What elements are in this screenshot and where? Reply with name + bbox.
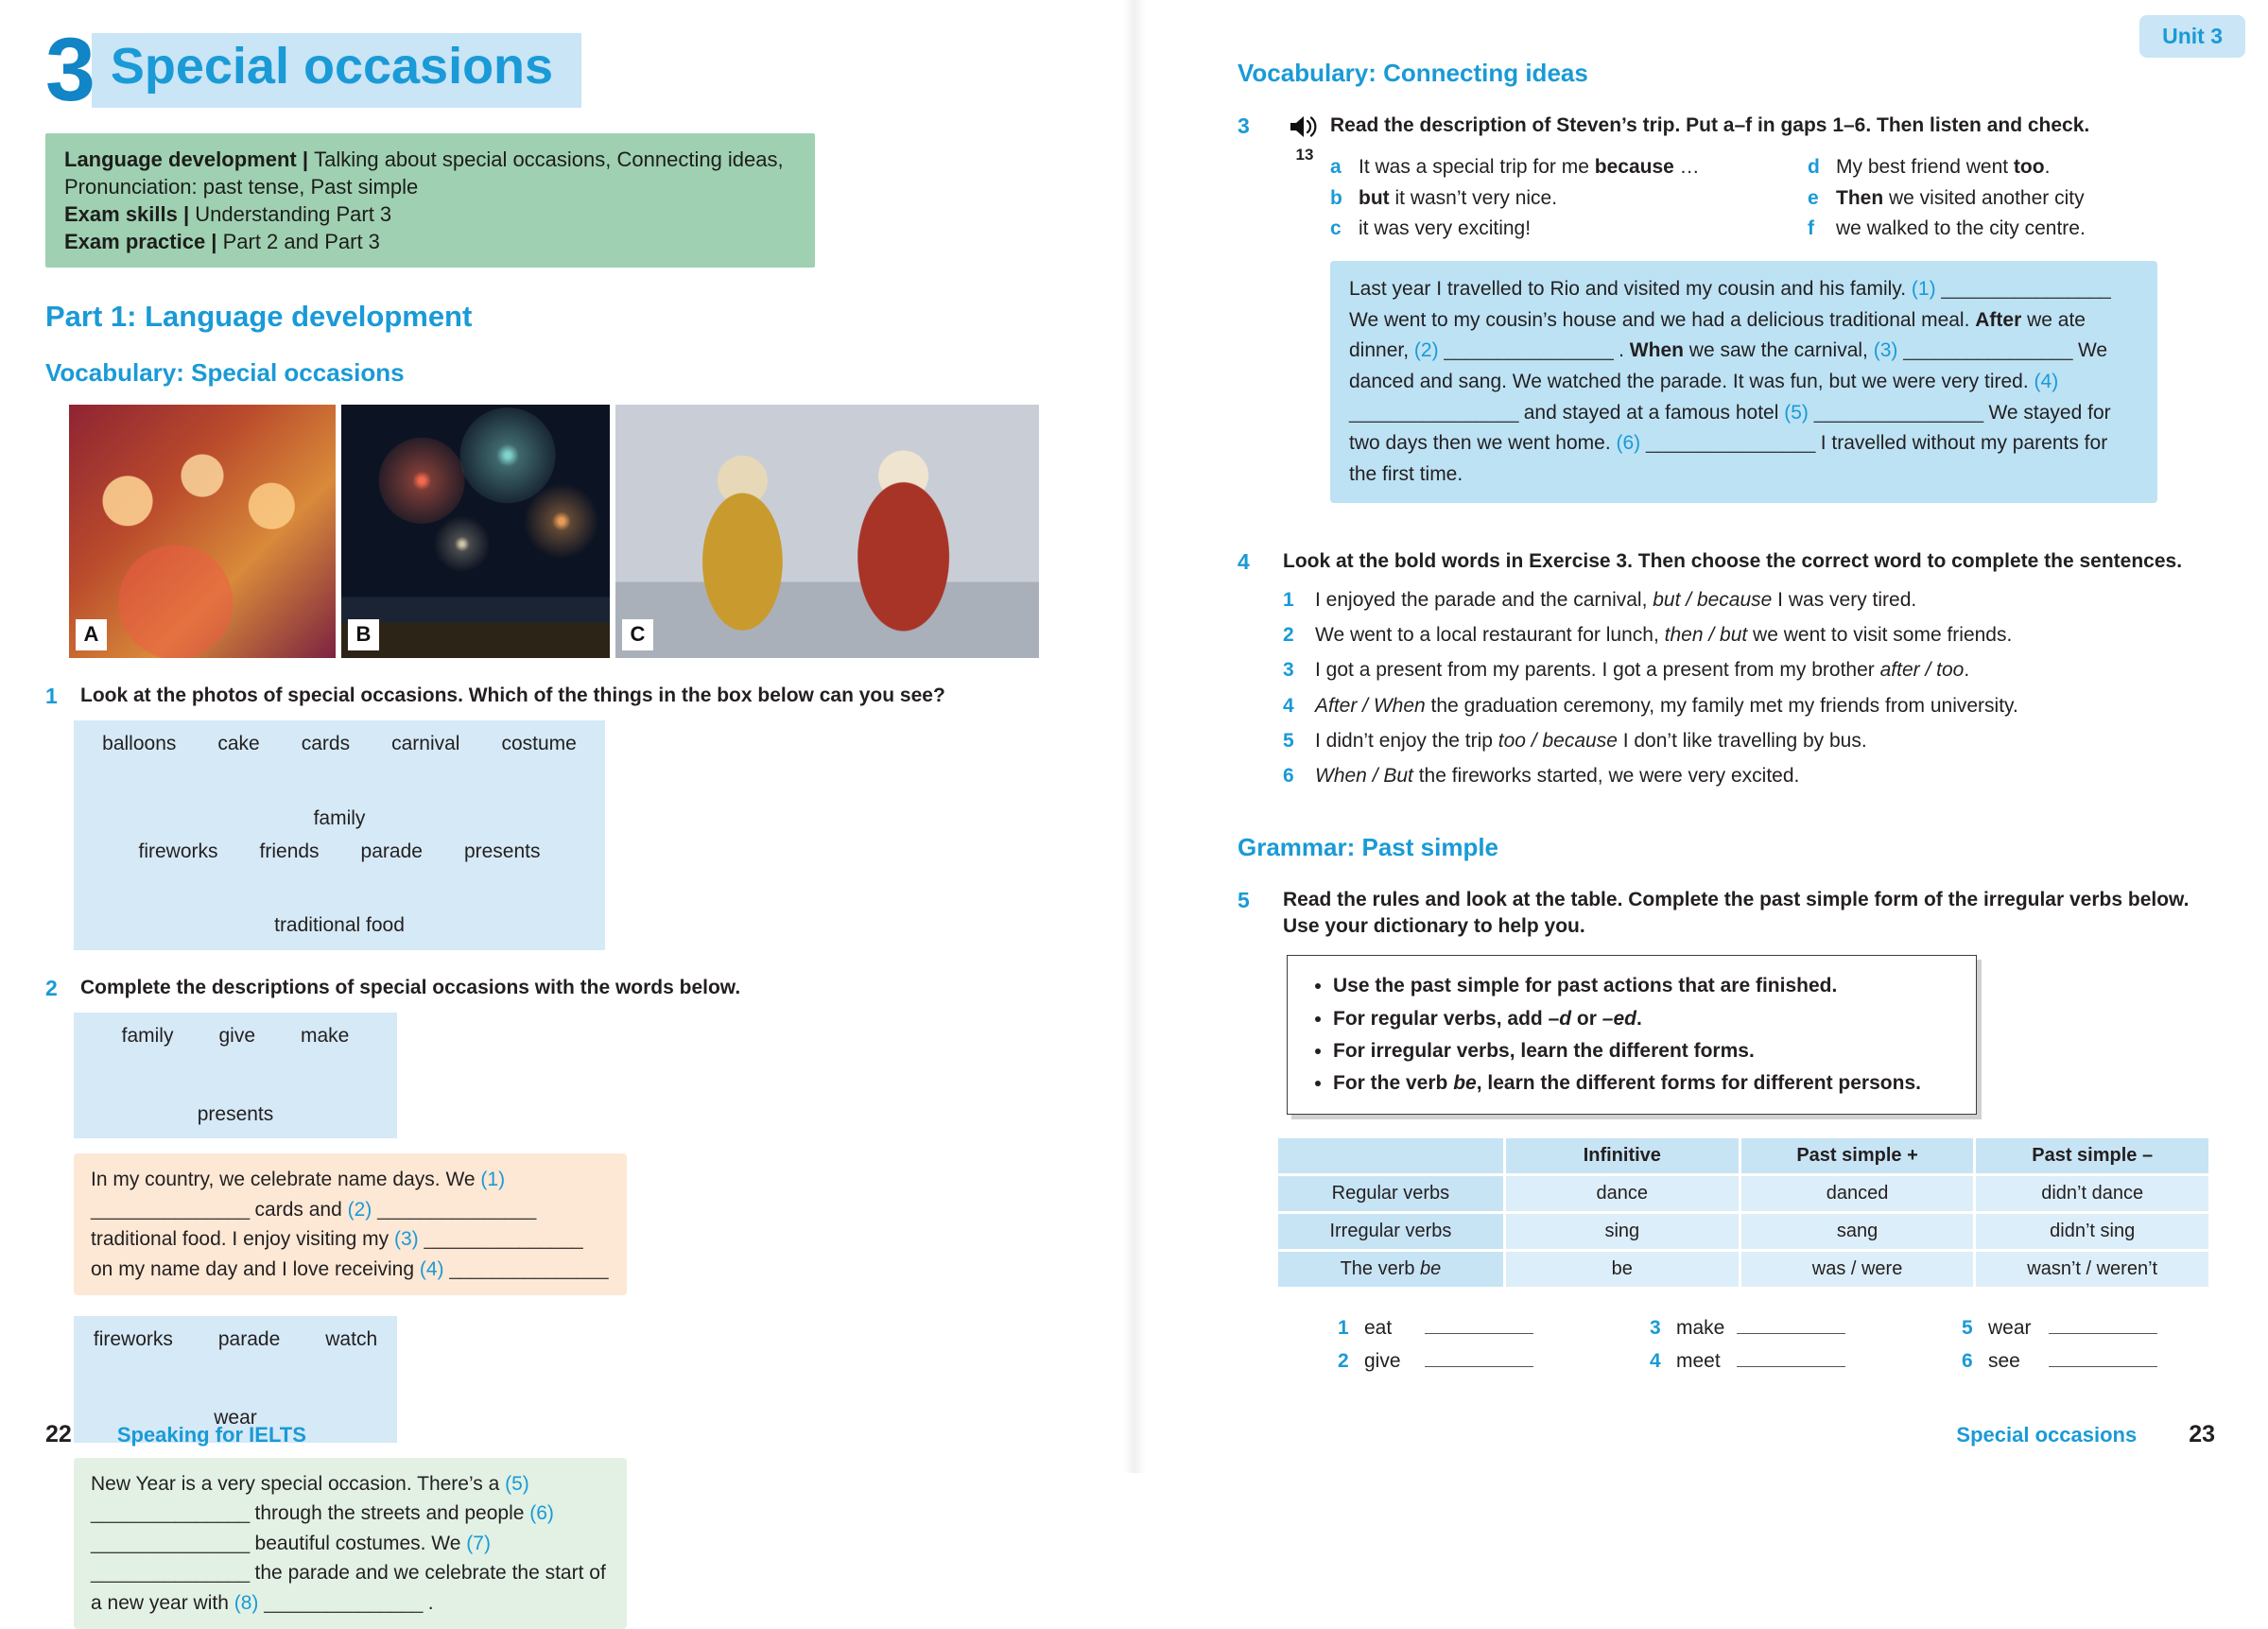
grammar-rule: • For regular verbs, add –d or –ed. bbox=[1333, 1005, 1953, 1032]
word-row bbox=[83, 728, 596, 835]
option-e bbox=[1808, 185, 2211, 212]
table-cell: was / were bbox=[1741, 1252, 1974, 1287]
new-year-passage: New Year is a very special occasion. There’s a (5) _______________ through the streets and people (6) _______________ beautiful costumes. We (7) _______________ the parade and we celebrate the start of a new year with (8) _______________ . bbox=[74, 1458, 627, 1629]
answer-line bbox=[2049, 1346, 2157, 1367]
option-letter: d bbox=[1808, 156, 1820, 179]
table-corner-cell bbox=[1278, 1138, 1503, 1173]
fillin-verb: give bbox=[1364, 1349, 1401, 1372]
answer-line bbox=[2049, 1313, 2157, 1334]
option-letter: b bbox=[1330, 186, 1342, 209]
word-item: balloons bbox=[102, 733, 177, 755]
exercise-4-instruction: Look at the bold words in Exercise 3. Then choose the correct word to complete the sentences. bbox=[1283, 550, 2183, 573]
table-row bbox=[1278, 1252, 2208, 1287]
sentence-text: I didn’t enjoy the trip too / because I don’t like travelling by bus. bbox=[1315, 729, 1867, 752]
exercise-3-body bbox=[1330, 113, 2211, 524]
grammar-rule: • For the verb be, learn the different forms for different persons. bbox=[1333, 1069, 1953, 1097]
table-cell: sang bbox=[1741, 1214, 1974, 1249]
table-row-label: The verb be bbox=[1278, 1252, 1503, 1287]
fillin-item bbox=[1650, 1313, 1962, 1340]
table-cell: didn’t dance bbox=[1976, 1176, 2208, 1211]
irregular-verb-fillins bbox=[1338, 1307, 2211, 1379]
chapter-title: Special occasions bbox=[110, 37, 554, 95]
table-cell: be bbox=[1506, 1252, 1739, 1287]
overview-line: Language development | Talking about special occasions, Connecting ideas, bbox=[64, 147, 784, 171]
vocab-connecting-ideas-heading: Vocabulary: Connecting ideas bbox=[1238, 59, 1588, 87]
fillin-verb: meet bbox=[1676, 1349, 1721, 1372]
unit-overview-box bbox=[45, 133, 815, 268]
exercise-1-body bbox=[80, 683, 1096, 950]
exercise-5-number: 5 bbox=[1238, 887, 1250, 912]
gap-options bbox=[1330, 150, 2211, 246]
unit-badge: Unit 3 bbox=[2139, 15, 2245, 58]
table-cell: didn’t sing bbox=[1976, 1214, 2208, 1249]
word-box-name-days bbox=[74, 1013, 397, 1138]
sentence-number: 1 bbox=[1283, 588, 1294, 611]
exercise-2 bbox=[45, 975, 1096, 1629]
part1-heading: Part 1: Language development bbox=[45, 299, 473, 333]
audio-speaker-icon bbox=[1289, 114, 1321, 139]
fillin-number: 5 bbox=[1962, 1316, 1973, 1339]
overview-line: Exam skills | Understanding Part 3 bbox=[64, 201, 392, 226]
photo-family-celebration bbox=[69, 405, 336, 658]
book-title-footer: Speaking for IELTS bbox=[116, 1423, 306, 1447]
exercise-1 bbox=[45, 683, 1096, 950]
exercise-3 bbox=[1238, 113, 2211, 524]
grammar-rules-list bbox=[1310, 972, 1953, 1098]
fillin-number: 6 bbox=[1962, 1349, 1973, 1372]
sentence-text: I got a present from my parents. I got a present from my brother after / too. bbox=[1315, 659, 1970, 682]
photo-label-c: C bbox=[622, 619, 653, 650]
photo-row bbox=[69, 405, 1096, 658]
sentence-item bbox=[1283, 693, 2211, 719]
fillin-number: 3 bbox=[1650, 1316, 1661, 1339]
table-row-label: Irregular verbs bbox=[1278, 1214, 1503, 1249]
word-item: parade bbox=[217, 1328, 281, 1351]
option-a bbox=[1330, 154, 1808, 181]
table-cell: danced bbox=[1741, 1176, 1974, 1211]
word-item: cake bbox=[217, 733, 260, 755]
vocab-special-occasions-heading: Vocabulary: Special occasions bbox=[45, 357, 405, 387]
word-item: family bbox=[121, 1025, 174, 1048]
word-item: fireworks bbox=[93, 1328, 173, 1351]
unit-title-footer: Special occasions bbox=[1956, 1423, 2138, 1447]
steven-trip-passage: Last year I travelled to Rio and visited my cousin and his family. (1) ________________ We went to my cousin’s house and we had a delicious traditional meal. After we ate dinner, (2) ________________ . When we saw the carnival, (3) ________________ We danced and sang. We watched the parade. It was fun, but we were very tired. (4) ________________ and stayed at a famous hotel (5) ________________ We stayed for two days then we went home. (6) ________________ I travelled without my parents for the first time. bbox=[1330, 261, 2157, 503]
photo-fireworks bbox=[341, 405, 610, 658]
audio-track-number: 13 bbox=[1295, 146, 1314, 164]
exercise-2-number: 2 bbox=[45, 975, 58, 1000]
table-header-infinitive: Infinitive bbox=[1506, 1138, 1739, 1173]
word-row bbox=[83, 1324, 388, 1434]
exercise-2-instruction: Complete the descriptions of special occasions with the words below. bbox=[80, 976, 741, 998]
fillin-number: 4 bbox=[1650, 1349, 1661, 1372]
exercise-5-instruction: Read the rules and look at the table. Complete the past simple form of the irregular verbs below. Use your dictionary to help you. bbox=[1283, 888, 2190, 937]
photo-label-b: B bbox=[348, 619, 379, 650]
answer-line bbox=[1425, 1313, 1533, 1334]
fillin-item bbox=[1650, 1346, 1962, 1373]
photo-carnival-costumes bbox=[615, 405, 1039, 658]
fillin-column bbox=[1962, 1307, 2268, 1379]
word-item: friends bbox=[259, 840, 320, 862]
fillin-item bbox=[1962, 1346, 2268, 1373]
word-item: carnival bbox=[391, 733, 460, 755]
option-text: My best friend went too. bbox=[1836, 156, 2051, 179]
word-item: cards bbox=[301, 733, 351, 755]
photo-label-a: A bbox=[76, 619, 107, 650]
grammar-rules-box bbox=[1287, 955, 1977, 1115]
left-footer bbox=[45, 1421, 306, 1448]
exercise-2-body bbox=[80, 975, 1096, 1629]
fillin-verb: wear bbox=[1988, 1316, 2032, 1339]
sentence-text: I enjoyed the parade and the carnival, but / because I was very tired. bbox=[1315, 588, 1917, 611]
table-row bbox=[1278, 1176, 2208, 1211]
right-footer bbox=[1956, 1421, 2215, 1448]
name-days-passage: In my country, we celebrate name days. We (1) _______________ cards and (2) _______________ traditional food. I enjoy visiting my (3) _______________ on my name day and I love receiving (4) _______________ bbox=[74, 1153, 627, 1295]
option-b bbox=[1330, 185, 1808, 212]
page-left bbox=[0, 0, 1134, 1614]
word-item: presents bbox=[197, 1102, 274, 1125]
sentence-number: 4 bbox=[1283, 694, 1294, 717]
option-letter: c bbox=[1330, 217, 1342, 240]
sentence-item bbox=[1283, 657, 2211, 684]
page-right bbox=[1134, 0, 2268, 1473]
exercise-4 bbox=[1238, 548, 2211, 798]
options-column-left bbox=[1330, 150, 1808, 246]
left-page-number: 22 bbox=[45, 1421, 72, 1447]
answer-line bbox=[1425, 1346, 1533, 1367]
option-f bbox=[1808, 216, 2211, 242]
overview-line: Pronunciation: past tense, Past simple bbox=[64, 174, 419, 199]
sentence-text: After / When the graduation ceremony, my family met my friends from university. bbox=[1315, 694, 2018, 717]
word-item: traditional food bbox=[274, 914, 405, 937]
answer-line bbox=[1737, 1313, 1845, 1334]
option-text: we walked to the city centre. bbox=[1836, 217, 2086, 240]
word-box-occasions bbox=[74, 720, 605, 950]
sentence-item bbox=[1283, 587, 2211, 614]
option-text: It was a special trip for me because … bbox=[1359, 156, 1700, 179]
option-letter: e bbox=[1808, 186, 1819, 209]
sentence-text: When / But the fireworks started, we were very excited. bbox=[1315, 765, 1800, 788]
past-simple-table bbox=[1275, 1135, 2211, 1290]
word-item: parade bbox=[360, 840, 423, 862]
option-text: Then we visited another city bbox=[1836, 186, 2085, 209]
table-cell: wasn’t / weren’t bbox=[1976, 1252, 2208, 1287]
word-item: give bbox=[218, 1025, 255, 1048]
sentence-number: 2 bbox=[1283, 623, 1294, 646]
fillin-verb: see bbox=[1988, 1349, 2020, 1372]
exercise-1-number: 1 bbox=[45, 683, 58, 708]
word-item: watch bbox=[325, 1328, 378, 1351]
word-item: fireworks bbox=[138, 840, 218, 862]
fillin-number: 1 bbox=[1338, 1316, 1349, 1339]
exercise-1-instruction: Look at the photos of special occasions. Which of the things in the box below can you see? bbox=[80, 684, 945, 706]
word-item: make bbox=[301, 1025, 350, 1048]
option-letter: a bbox=[1330, 156, 1342, 179]
table-row bbox=[1278, 1214, 2208, 1249]
options-column-right bbox=[1808, 150, 2211, 246]
table-cell: dance bbox=[1506, 1176, 1739, 1211]
word-row bbox=[83, 836, 596, 943]
sentence-item bbox=[1283, 728, 2211, 754]
table-header-past-negative: Past simple – bbox=[1976, 1138, 2208, 1173]
fillin-verb: eat bbox=[1364, 1316, 1393, 1339]
sentence-item bbox=[1283, 622, 2211, 649]
exercise-5-body bbox=[1283, 887, 2211, 1379]
fillin-number: 2 bbox=[1338, 1349, 1349, 1372]
fillin-column bbox=[1650, 1307, 1962, 1379]
sentence-text: We went to a local restaurant for lunch, then / but we went to visit some friends. bbox=[1315, 623, 2013, 646]
fillin-column bbox=[1338, 1307, 1650, 1379]
fillin-verb: make bbox=[1676, 1316, 1725, 1339]
word-item: costume bbox=[501, 733, 577, 755]
word-row bbox=[83, 1020, 388, 1131]
option-c bbox=[1330, 216, 1808, 242]
fillin-item bbox=[1338, 1346, 1650, 1373]
exercise-3-instruction: Read the description of Steven’s trip. Put a–f in gaps 1–6. Then listen and check. bbox=[1330, 114, 2090, 136]
overview-line: Exam practice | Part 2 and Part 3 bbox=[64, 229, 380, 253]
table-cell: sing bbox=[1506, 1214, 1739, 1249]
audio-block bbox=[1279, 113, 1330, 524]
chapter-number: 3 bbox=[45, 20, 95, 120]
word-item: wear bbox=[214, 1407, 257, 1430]
sentence-item bbox=[1283, 763, 2211, 789]
fillin-item bbox=[1338, 1313, 1650, 1340]
grammar-rule: • Use the past simple for past actions that are finished. bbox=[1333, 972, 1953, 999]
grammar-rule: • For irregular verbs, learn the different forms. bbox=[1333, 1037, 1953, 1065]
sentence-number: 3 bbox=[1283, 659, 1294, 682]
option-text: it was very exciting! bbox=[1359, 217, 1532, 240]
word-item: family bbox=[313, 806, 366, 829]
table-header-past-positive: Past simple + bbox=[1741, 1138, 1974, 1173]
sentence-number: 6 bbox=[1283, 765, 1294, 788]
table-header-row bbox=[1278, 1138, 2208, 1173]
chapter-header bbox=[45, 20, 1096, 120]
sentence-number: 5 bbox=[1283, 729, 1294, 752]
option-letter: f bbox=[1808, 217, 1814, 240]
fillin-item bbox=[1962, 1313, 2268, 1340]
option-text: but it wasn’t very nice. bbox=[1359, 186, 1558, 209]
exercise-5 bbox=[1238, 887, 2211, 1379]
exercise-4-body bbox=[1283, 548, 2211, 798]
word-item: presents bbox=[463, 840, 541, 862]
chapter-title-box bbox=[92, 33, 581, 108]
answer-line bbox=[1737, 1346, 1845, 1367]
exercise-4-number: 4 bbox=[1238, 549, 1250, 575]
grammar-heading: Grammar: Past simple bbox=[1238, 832, 1499, 861]
table-row-label: Regular verbs bbox=[1278, 1176, 1503, 1211]
right-page-number: 23 bbox=[2189, 1421, 2215, 1447]
exercise-3-number: 3 bbox=[1238, 113, 1250, 138]
option-d bbox=[1808, 154, 2211, 181]
